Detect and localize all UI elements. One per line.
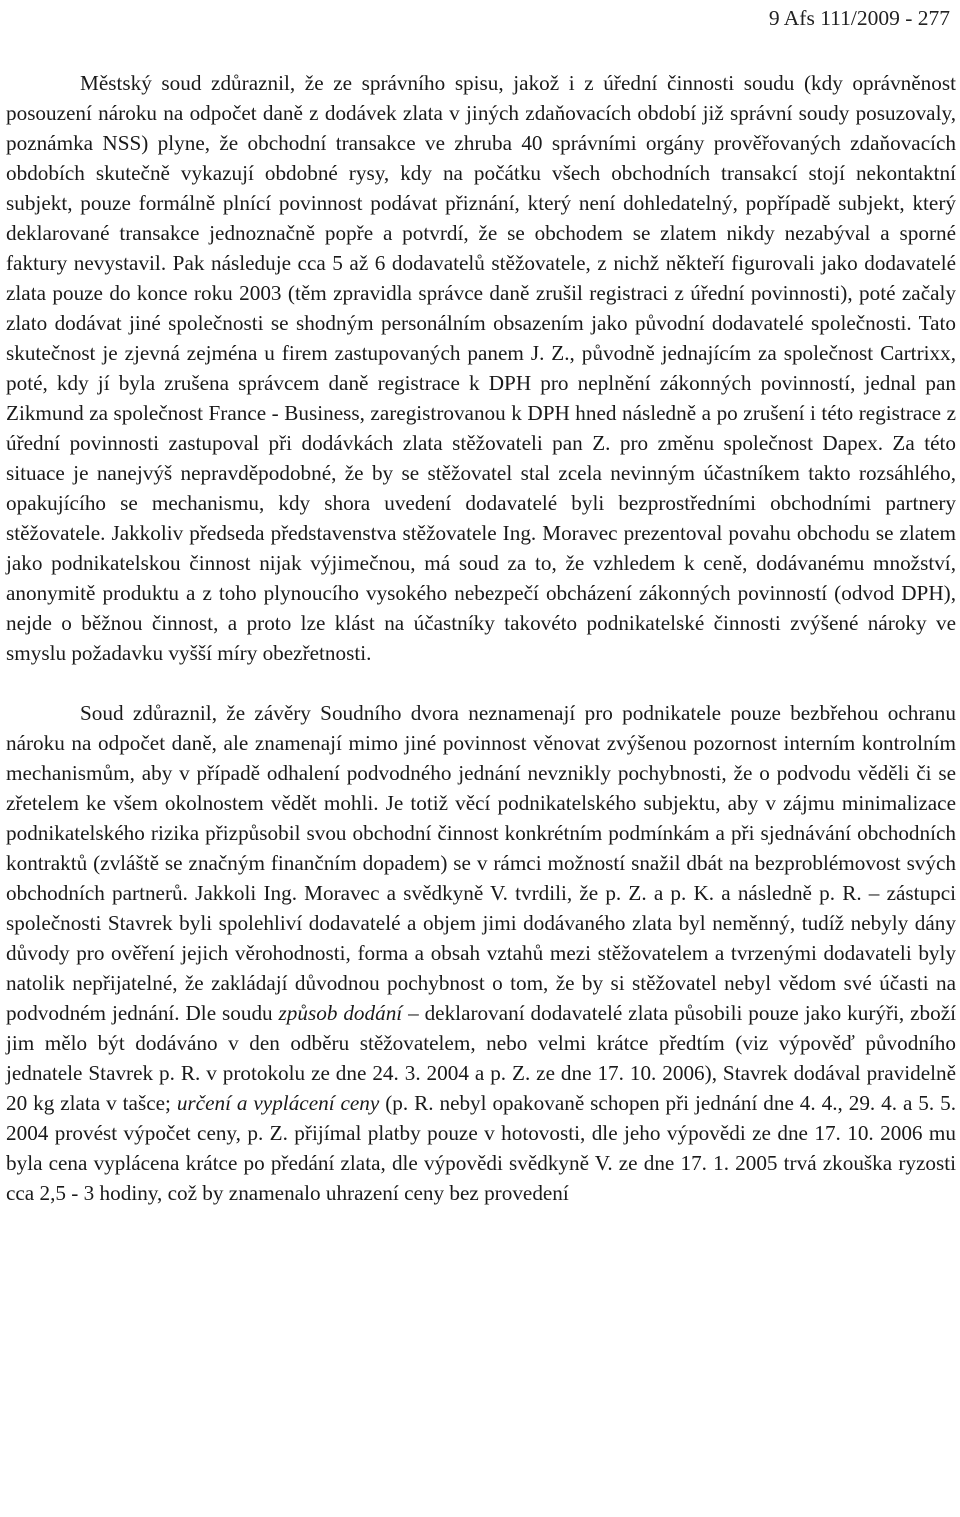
- paragraph-2-part-3: (p. R. nebyl opakovaně schopen při jednání dne 4. 4., 29. 4. a 5. 5. 2004 provést výpočet ceny, p. Z. přijímal platby pouze v hotovosti, dle jeho výpovědi ze dne 17. 10. 2006 mu byla cena vyplácena krátce po předání zlata, dle výpovědi svědkyně V. ze dne 17. 1. 2005 trvá zkouška ryzosti cca 2,5 - 3 hodiny, což by znamenalo uhrazení ceny bez provedení: [6, 1091, 957, 1205]
- document-body: [6, 68, 956, 1208]
- document-page: [6, 0, 956, 1517]
- paragraph-1: Městský soud zdůraznil, že ze správního spisu, jakož i z úřední činnosti soudu (kdy oprávněnost posouzení nároku na odpočet daně z dodávek zlata v jiných zdaňovacích období již správní soudy posuzovaly, poznámka NSS) plyne, že obchodní transakce ve zhruba 40 správními orgány prověřovaných zdaňovacích obdobích skutečně vykazují obdobné rysy, kdy na počátku všech obchodních transakcí stojí nekontaktní subjekt, pouze formálně plnící povinnost podávat přiznání, který není dohledatelný, popřípadě subjekt, který deklarované transakce jednoznačně popře a potvrdí, že se obchodem se zlatem nikdy nezabýval a sporné faktury nevystavil. Pak následuje cca 5 až 6 dodavatelů stěžovatele, z nichž někteří figurovali jako dodavatelé zlata pouze do konce roku 2003 (těm zpravidla správce daně zrušil registraci z úřední povinnosti), poté začaly zlato dodávat jiné společnosti se shodným personálním obsazením jako původní dodavatelé společnosti. Tato skutečnost je zjevná zejména u firem zastupovaných panem J. Z., původně jednajícím za společnost Cartrixx, poté, kdy jí byla zrušena správcem daně registrace k DPH pro neplnění zákonných povinností, jednal pan Zikmund za společnost France - Business, zaregistrovanou k DPH hned následně a po zrušení i této registrace z úřední povinnosti zastupoval při dodávkách zlata stěžovateli pan Z. pro změnu společnost Dapex. Za této situace je nanejvýš nepravděpodobné, že by se stěžovatel stal zcela nevinným účastníkem takto rozsáhlého, opakujícího se mechanismu, kdy shora uvedení dodavatelé byli bezprostředními obchodními partnery stěžovatele. Jakkoliv předseda představenstva stěžovatele Ing. Moravec prezentoval povahu obchodu se zlatem jako podnikatelskou činnost nijak výjimečnou, má soud za to, že vzhledem k ceně, dodávanému množství, anonymitě produktu a z toho plynoucího vysokého nebezpečí obcházení zákonných povinností (odvod DPH), nejde o běžnou činnost, a proto lze klást na účastníky takovéto podnikatelské činnosti zvýšené nároky ve smyslu požadavku vyšší míry obezřetnosti.: [6, 71, 956, 665]
- paragraph-2-emphasis-delivery: způsob dodání: [278, 1001, 403, 1025]
- paragraph-2-part-1: Soud zdůraznil, že závěry Soudního dvora neznamenají pro podnikatele pouze bezbřehou ochranu nároku na odpočet daně, ale znamenají mimo jiné povinnost věnovat zvýšenou pozornost interním kontrolním mechanismům, aby v případě odhalení podvodného jednání nevznikly pochybnosti, že o podvodu věděli či se zřetelem ke všem okolnostem vědět mohli. Je totiž věcí podnikatelského subjektu, aby v zájmu minimalizace podnikatelského rizika přizpůsobil svou obchodní činnost konkrétním podmínkám a při sjednávání obchodních kontraktů (zvláště se značným finančním dopadem) se v rámci možností snažil dbát na bezproblémovost svých obchodních partnerů. Jakkoli Ing. Moravec a svědkyně V. tvrdili, že p. Z. a p. K. a následně p. R. – zástupci společnosti Stavrek byli spolehliví dodavatelé a objem jimi dodávaného zlata byl neměnný, tudíž nebyly dány důvody pro ověření jejich věrohodnosti, forma a obsah vztahů mezi stěžovatelem a tvrzenými dodavateli byly natolik nepřijatelné, že zakládají důvodnou pochybnost o tom, že by si stěžovatel nebyl vědom své účasti na podvodném jednání. Dle soudu: [6, 701, 956, 1025]
- paragraph-2: [6, 698, 956, 1208]
- case-number-header: 9 Afs 111/2009 - 277: [768, 6, 950, 30]
- paragraph-2-part-2: – deklarovaní dodavatelé zlata působili pouze jako kurýři, zboží jim mělo být dodáváno v den odběru stěžovatelem, nebo velmi krátce předtím (viz výpověď původního jednatele Stavrek p. R. v protokolu ze dne 24. 3. 2004 a p. Z. ze dne 17. 10. 2006), Stavrek dodával pravidelně 20 kg zlata v tašce;: [6, 1001, 956, 1115]
- paragraph-2-emphasis-price: určení a vyplácení ceny: [176, 1091, 380, 1115]
